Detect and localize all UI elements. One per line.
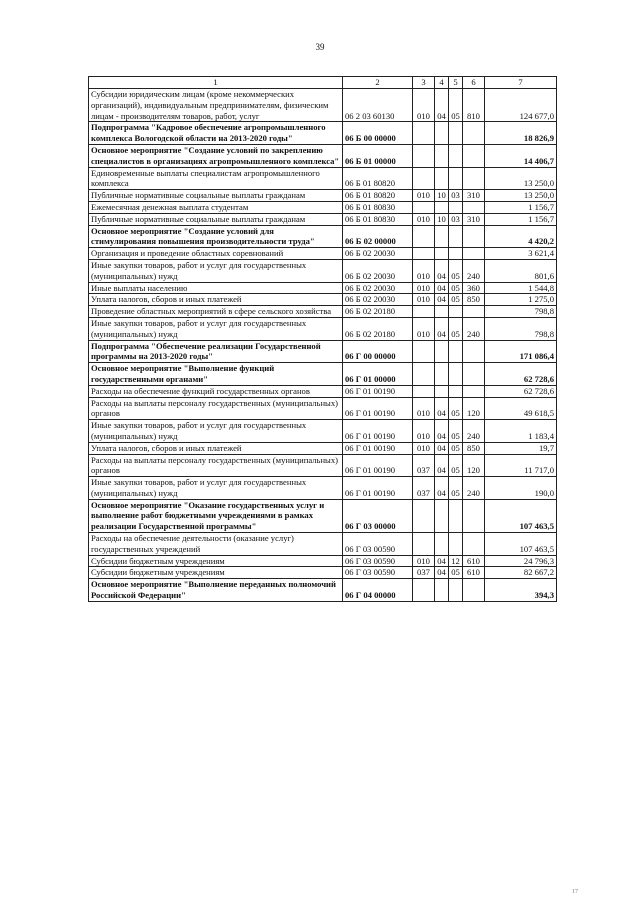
item-name-cell: Субсидии бюджетным учреждениям [89, 567, 343, 579]
item-name-cell: Основное мероприятие "Оказание государственных услуг и выполнение работ бюджетными учреждениями в рамках реализации Государственной программы" [89, 499, 343, 532]
target-code-cell: 06 Г 03 00590 [343, 567, 413, 579]
target-code-cell: 06 Б 01 00000 [343, 144, 413, 167]
expense-type-cell [463, 363, 485, 386]
target-code-cell: 06 Б 02 20180 [343, 306, 413, 318]
section-cell: 04 [435, 317, 449, 340]
amount-cell: 124 677,0 [485, 89, 557, 122]
target-code-cell: 06 Г 01 00190 [343, 454, 413, 477]
table-row [89, 555, 557, 567]
subsection-cell: 05 [449, 89, 463, 122]
section-cell [435, 363, 449, 386]
target-code-cell: 06 Г 01 00000 [343, 363, 413, 386]
grbs-cell [413, 122, 435, 145]
subsection-cell: 05 [449, 567, 463, 579]
section-cell [435, 167, 449, 190]
item-name-cell: Подпрограмма "Кадровое обеспечение агропромышленного комплекса Вологодской области на 2013-2020 годы" [89, 122, 343, 145]
table-row [89, 420, 557, 443]
grbs-cell: 037 [413, 454, 435, 477]
expense-type-cell [463, 248, 485, 260]
subsection-cell [449, 340, 463, 363]
section-cell [435, 122, 449, 145]
expense-type-cell: 310 [463, 190, 485, 202]
amount-cell: 394,3 [485, 579, 557, 602]
section-cell: 04 [435, 89, 449, 122]
grbs-cell [413, 225, 435, 248]
expense-type-cell: 810 [463, 89, 485, 122]
expense-type-cell [463, 122, 485, 145]
header-cell: 4 [435, 77, 449, 89]
grbs-cell [413, 579, 435, 602]
item-name-cell: Расходы на выплаты персоналу государственных (муниципальных) органов [89, 397, 343, 420]
amount-cell: 18 826,9 [485, 122, 557, 145]
item-name-cell: Субсидии юридическим лицам (кроме некоммерческих организаций), индивидуальным предпринимателям, физическим лицам - производителям товаров, работ, услуг [89, 89, 343, 122]
table-row [89, 248, 557, 260]
item-name-cell: Организация и проведение областных соревнований [89, 248, 343, 260]
amount-cell: 49 618,5 [485, 397, 557, 420]
table-row [89, 454, 557, 477]
grbs-cell: 010 [413, 282, 435, 294]
target-code-cell: 06 Б 01 80830 [343, 213, 413, 225]
amount-cell: 1 544,8 [485, 282, 557, 294]
subsection-cell [449, 306, 463, 318]
amount-cell: 107 463,5 [485, 533, 557, 556]
subsection-cell: 05 [449, 397, 463, 420]
amount-cell: 3 621,4 [485, 248, 557, 260]
section-cell: 04 [435, 555, 449, 567]
section-cell [435, 385, 449, 397]
amount-cell: 798,8 [485, 306, 557, 318]
amount-cell: 62 728,6 [485, 385, 557, 397]
expense-type-cell [463, 499, 485, 532]
item-name-cell: Расходы на обеспечение деятельности (оказание услуг) государственных учреждений [89, 533, 343, 556]
grbs-cell [413, 167, 435, 190]
subsection-cell: 12 [449, 555, 463, 567]
table-row [89, 213, 557, 225]
grbs-cell: 010 [413, 397, 435, 420]
table-row [89, 317, 557, 340]
grbs-cell: 010 [413, 555, 435, 567]
section-cell [435, 225, 449, 248]
subsection-cell [449, 579, 463, 602]
page-number: 39 [315, 42, 325, 52]
subsection-cell [449, 499, 463, 532]
target-code-cell: 06 Г 03 00590 [343, 555, 413, 567]
table-row [89, 442, 557, 454]
item-name-cell: Проведение областных мероприятий в сфере сельского хозяйства [89, 306, 343, 318]
target-code-cell: 06 Б 02 00000 [343, 225, 413, 248]
grbs-cell: 010 [413, 442, 435, 454]
expense-type-cell [463, 144, 485, 167]
target-code-cell: 06 Б 01 80820 [343, 190, 413, 202]
table-row [89, 259, 557, 282]
table-row [89, 122, 557, 145]
table-row [89, 567, 557, 579]
amount-cell: 107 463,5 [485, 499, 557, 532]
subsection-cell [449, 144, 463, 167]
table-row [89, 294, 557, 306]
section-cell: 04 [435, 294, 449, 306]
target-code-cell: 06 Г 01 00190 [343, 385, 413, 397]
amount-cell: 190,0 [485, 477, 557, 500]
subsection-cell: 03 [449, 213, 463, 225]
grbs-cell [413, 363, 435, 386]
item-name-cell: Единовременные выплаты специалистам агропромышленного комплекса [89, 167, 343, 190]
amount-cell: 801,6 [485, 259, 557, 282]
expense-type-cell: 610 [463, 567, 485, 579]
amount-cell: 13 250,0 [485, 167, 557, 190]
section-cell: 04 [435, 259, 449, 282]
item-name-cell: Уплата налогов, сборов и иных платежей [89, 442, 343, 454]
subsection-cell [449, 122, 463, 145]
table-row [89, 533, 557, 556]
target-code-cell: 06 Г 01 00190 [343, 442, 413, 454]
header-cell: 3 [413, 77, 435, 89]
expense-type-cell [463, 340, 485, 363]
section-cell: 04 [435, 397, 449, 420]
target-code-cell: 06 Г 01 00190 [343, 477, 413, 500]
section-cell: 04 [435, 567, 449, 579]
target-code-cell: 06 Б 02 20030 [343, 248, 413, 260]
item-name-cell: Расходы на выплаты персоналу государственных (муниципальных) органов [89, 454, 343, 477]
subsection-cell [449, 201, 463, 213]
target-code-cell: 06 Б 01 80830 [343, 201, 413, 213]
item-name-cell: Иные закупки товаров, работ и услуг для государственных (муниципальных) нужд [89, 420, 343, 443]
item-name-cell: Основное мероприятие "Выполнение функций государственными органами" [89, 363, 343, 386]
expense-type-cell [463, 167, 485, 190]
section-cell: 10 [435, 190, 449, 202]
subsection-cell: 05 [449, 442, 463, 454]
amount-cell: 1 156,7 [485, 201, 557, 213]
target-code-cell: 06 Б 02 20030 [343, 282, 413, 294]
subsection-cell [449, 248, 463, 260]
item-name-cell: Субсидии бюджетным учреждениям [89, 555, 343, 567]
table-row [89, 363, 557, 386]
subsection-cell: 05 [449, 454, 463, 477]
amount-cell: 1 183,4 [485, 420, 557, 443]
item-name-cell: Иные закупки товаров, работ и услуг для государственных (муниципальных) нужд [89, 477, 343, 500]
amount-cell: 13 250,0 [485, 190, 557, 202]
table-row [89, 397, 557, 420]
expense-type-cell: 850 [463, 442, 485, 454]
header-cell: 7 [485, 77, 557, 89]
header-cell: 6 [463, 77, 485, 89]
section-cell [435, 144, 449, 167]
table-row [89, 499, 557, 532]
item-name-cell: Иные выплаты населению [89, 282, 343, 294]
target-code-cell: 06 Г 03 00000 [343, 499, 413, 532]
section-cell [435, 499, 449, 532]
table-row [89, 282, 557, 294]
expense-type-cell [463, 579, 485, 602]
amount-cell: 24 796,3 [485, 555, 557, 567]
target-code-cell: 06 Г 00 00000 [343, 340, 413, 363]
grbs-cell [413, 340, 435, 363]
expense-type-cell [463, 201, 485, 213]
target-code-cell: 06 Б 01 80820 [343, 167, 413, 190]
header-cell: 2 [343, 77, 413, 89]
item-name-cell: Ежемесячная денежная выплата студентам [89, 201, 343, 213]
expense-type-cell: 240 [463, 317, 485, 340]
amount-cell: 14 406,7 [485, 144, 557, 167]
item-name-cell: Подпрограмма "Обеспечение реализации Государственной программы на 2013-2020 годы" [89, 340, 343, 363]
grbs-cell: 037 [413, 477, 435, 500]
section-cell: 04 [435, 442, 449, 454]
amount-cell: 11 717,0 [485, 454, 557, 477]
expense-type-cell: 360 [463, 282, 485, 294]
table-row [89, 225, 557, 248]
amount-cell: 1 156,7 [485, 213, 557, 225]
target-code-cell: 06 2 03 60130 [343, 89, 413, 122]
section-cell: 04 [435, 477, 449, 500]
grbs-cell: 010 [413, 317, 435, 340]
table-row [89, 201, 557, 213]
expense-type-cell: 610 [463, 555, 485, 567]
amount-cell: 1 275,0 [485, 294, 557, 306]
section-cell [435, 533, 449, 556]
subsection-cell [449, 167, 463, 190]
grbs-cell: 010 [413, 420, 435, 443]
target-code-cell: 06 Б 00 00000 [343, 122, 413, 145]
subsection-cell [449, 225, 463, 248]
section-cell: 04 [435, 420, 449, 443]
grbs-cell [413, 201, 435, 213]
table-row [89, 477, 557, 500]
target-code-cell: 06 Г 04 00000 [343, 579, 413, 602]
grbs-cell: 037 [413, 567, 435, 579]
grbs-cell: 010 [413, 190, 435, 202]
item-name-cell: Публичные нормативные социальные выплаты гражданам [89, 190, 343, 202]
section-cell [435, 306, 449, 318]
expense-type-cell: 850 [463, 294, 485, 306]
header-cell: 1 [89, 77, 343, 89]
section-cell [435, 340, 449, 363]
grbs-cell [413, 306, 435, 318]
target-code-cell: 06 Г 01 00190 [343, 420, 413, 443]
table-row [89, 167, 557, 190]
subsection-cell: 05 [449, 259, 463, 282]
amount-cell: 171 086,4 [485, 340, 557, 363]
expense-type-cell [463, 533, 485, 556]
expense-type-cell: 120 [463, 397, 485, 420]
table-body [89, 89, 557, 602]
table-row [89, 340, 557, 363]
grbs-cell [413, 385, 435, 397]
amount-cell: 82 667,2 [485, 567, 557, 579]
table-row [89, 579, 557, 602]
table-row [89, 190, 557, 202]
item-name-cell: Основное мероприятие "Выполнение переданных полномочий Российской Федерации" [89, 579, 343, 602]
item-name-cell: Основное мероприятие "Создание условий по закреплению специалистов в организациях агропромышленного комплекса" [89, 144, 343, 167]
subsection-cell: 05 [449, 282, 463, 294]
budget-table [88, 76, 557, 602]
expense-type-cell: 310 [463, 213, 485, 225]
subsection-cell: 05 [449, 317, 463, 340]
amount-cell: 19,7 [485, 442, 557, 454]
target-code-cell: 06 Б 02 20180 [343, 317, 413, 340]
subsection-cell [449, 385, 463, 397]
corner-mark: 17 [572, 889, 578, 895]
amount-cell: 4 420,2 [485, 225, 557, 248]
grbs-cell [413, 248, 435, 260]
expense-type-cell: 240 [463, 420, 485, 443]
section-cell: 10 [435, 213, 449, 225]
table-row [89, 306, 557, 318]
grbs-cell: 010 [413, 89, 435, 122]
subsection-cell [449, 363, 463, 386]
target-code-cell: 06 Г 03 00590 [343, 533, 413, 556]
item-name-cell: Публичные нормативные социальные выплаты гражданам [89, 213, 343, 225]
expense-type-cell: 240 [463, 477, 485, 500]
target-code-cell: 06 Б 02 20030 [343, 294, 413, 306]
expense-type-cell [463, 225, 485, 248]
item-name-cell: Иные закупки товаров, работ и услуг для государственных (муниципальных) нужд [89, 317, 343, 340]
grbs-cell: 010 [413, 259, 435, 282]
subsection-cell: 05 [449, 294, 463, 306]
header-row [89, 77, 557, 89]
target-code-cell: 06 Б 02 20030 [343, 259, 413, 282]
grbs-cell: 010 [413, 213, 435, 225]
item-name-cell: Иные закупки товаров, работ и услуг для государственных (муниципальных) нужд [89, 259, 343, 282]
target-code-cell: 06 Г 01 00190 [343, 397, 413, 420]
section-cell [435, 579, 449, 602]
grbs-cell: 010 [413, 294, 435, 306]
header-cell: 5 [449, 77, 463, 89]
subsection-cell [449, 533, 463, 556]
grbs-cell [413, 144, 435, 167]
amount-cell: 798,8 [485, 317, 557, 340]
grbs-cell [413, 499, 435, 532]
item-name-cell: Основное мероприятие "Создание условий для стимулирования повышения производительности труда" [89, 225, 343, 248]
expense-type-cell: 240 [463, 259, 485, 282]
grbs-cell [413, 533, 435, 556]
subsection-cell: 05 [449, 420, 463, 443]
expense-type-cell: 120 [463, 454, 485, 477]
section-cell [435, 248, 449, 260]
item-name-cell: Расходы на обеспечение функций государственных органов [89, 385, 343, 397]
expense-type-cell [463, 306, 485, 318]
subsection-cell: 05 [449, 477, 463, 500]
section-cell: 04 [435, 282, 449, 294]
table-row [89, 385, 557, 397]
table-row [89, 89, 557, 122]
subsection-cell: 03 [449, 190, 463, 202]
item-name-cell: Уплата налогов, сборов и иных платежей [89, 294, 343, 306]
section-cell [435, 201, 449, 213]
table-row [89, 144, 557, 167]
section-cell: 04 [435, 454, 449, 477]
amount-cell: 62 728,6 [485, 363, 557, 386]
expense-type-cell [463, 385, 485, 397]
